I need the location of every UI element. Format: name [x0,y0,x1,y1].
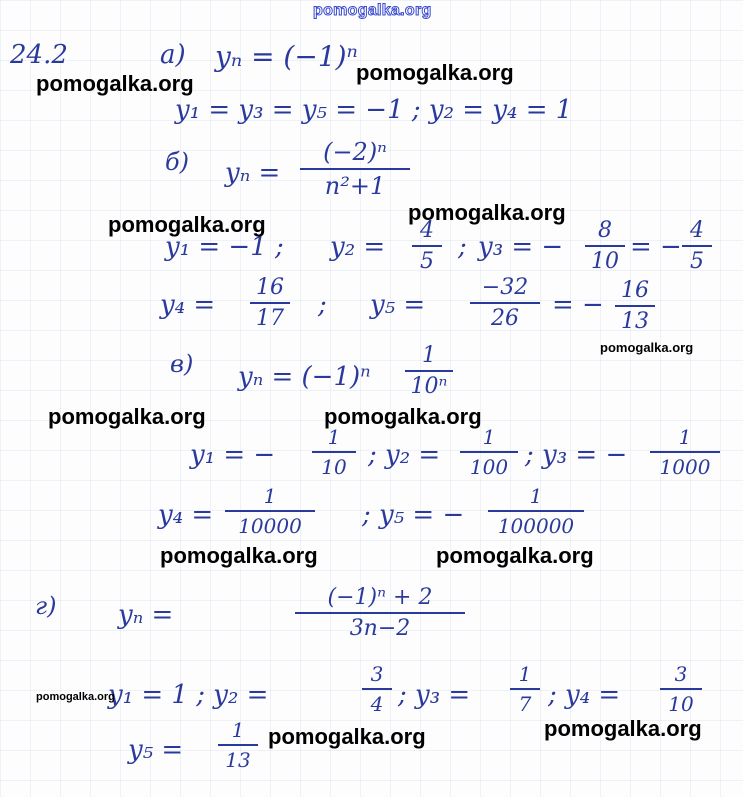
fraction-numerator: 8 [598,218,612,243]
part-d-label: г) [35,592,57,620]
fraction-numerator: 1 [678,425,692,449]
fraction-bar [650,451,720,453]
part-c-y4: y₄ = [158,500,214,530]
fraction-numerator: 3 [370,662,384,686]
fraction-bar [585,245,625,247]
part-b-y4: y₄ = [160,290,216,320]
fraction-denominator: 100 [469,455,509,479]
fraction-numerator: 1 [327,425,341,449]
part-c-y2-fraction [460,425,518,479]
fraction-denominator: n²+1 [324,172,386,200]
part-b-y5-eq: = − [552,290,604,320]
site-logo[interactable]: pomogalka.org [313,2,432,19]
part-b-y1: y₁ = −1 ; [165,232,284,262]
part-d-y1: y₁ = 1 ; y₂ = [108,680,269,710]
part-b-y4-fraction [250,275,290,331]
part-a-label: а) [160,40,186,70]
fraction-denominator: 26 [491,306,519,331]
part-b-formula-fraction [300,138,410,200]
part-d-y5: y₅ = [128,735,184,765]
watermark: pomogalka.org [436,543,594,568]
part-b-y2: y₂ = [330,232,386,262]
part-c-y2: ; y₂ = [368,440,441,470]
fraction-denominator: 13 [225,748,251,772]
part-c-yn: yₙ = (−1)ⁿ [238,362,371,392]
fraction-bar [682,245,712,247]
part-b-y5-fraction [470,275,540,331]
fraction-bar [488,510,584,512]
part-b-sep: ; [458,232,467,262]
part-b-y5: y₅ = [370,290,426,320]
part-b-y5-sep: ; [318,290,327,320]
fraction-denominator: 1000 [659,455,711,479]
part-b-y2-fraction [412,218,442,274]
fraction-numerator: 1 [422,343,436,368]
fraction-bar [470,302,540,304]
part-a-result: y₁ = y₃ = y₅ = −1 ; y₂ = y₄ = 1 [175,95,573,125]
watermark: pomogalka.org [160,543,318,568]
part-d-formula-fraction [295,585,465,641]
fraction-bar [510,688,540,690]
part-d-y3-fraction [510,662,540,716]
part-c-y1: y₁ = − [190,440,276,470]
fraction-numerator: 1 [482,425,496,449]
part-c-y1-fraction [312,425,356,479]
fraction-numerator: 1 [263,484,277,508]
part-b-label: б) [165,148,190,176]
fraction-bar [660,688,702,690]
fraction-bar [225,510,315,512]
watermark: pomogalka.org [268,724,426,749]
fraction-numerator: 1 [518,662,532,686]
watermark: pomogalka.org [36,691,115,703]
watermark: pomogalka.org [108,212,266,237]
problem-number: 24.2 [10,40,68,70]
fraction-numerator: 3 [674,662,688,686]
fraction-denominator: 4 [370,692,384,716]
fraction-bar [405,370,453,372]
part-c-label: в) [170,350,194,378]
fraction-bar [295,612,465,614]
watermark: pomogalka.org [48,404,206,429]
watermark: pomogalka.org [544,716,702,741]
part-d-yn: yₙ = [118,600,174,630]
fraction-numerator: −32 [481,275,529,300]
part-d-y4-fraction [660,662,702,716]
part-d-y5-fraction [218,718,258,772]
watermark: pomogalka.org [600,340,694,355]
fraction-denominator: 10000 [238,514,302,538]
fraction-bar [460,451,518,453]
part-b-y3-fraction [585,218,625,274]
part-c-y5: ; y₅ = − [362,500,465,530]
part-d-y2-fraction [362,662,392,716]
fraction-bar [412,245,442,247]
fraction-bar [300,168,410,170]
fraction-numerator: 1 [231,718,245,742]
fraction-denominator: 10 [321,455,347,479]
watermark: pomogalka.org [408,200,566,225]
part-c-y4-fraction [225,484,315,538]
fraction-numerator: 4 [420,218,434,243]
fraction-denominator: 100000 [497,514,575,538]
fraction-denominator: 5 [690,249,704,274]
part-c-y3: ; y₃ = − [525,440,628,470]
part-b-y3b-fraction [682,218,712,274]
fraction-denominator: 17 [256,306,284,331]
part-c-y5-fraction [488,484,584,538]
fraction-denominator: 3n−2 [349,616,411,641]
part-c-y3-fraction [650,425,720,479]
fraction-numerator: 16 [256,275,284,300]
fraction-numerator: 1 [529,484,543,508]
fraction-denominator: 13 [621,309,649,334]
part-c-formula-fraction [405,343,453,399]
fraction-numerator: 4 [690,218,704,243]
part-a-formula: yₙ = (−1)ⁿ [215,40,358,73]
part-b-y3-eq: = − [630,232,682,262]
fraction-denominator: 10 [591,249,619,274]
fraction-numerator: (−1)ⁿ + 2 [327,585,433,610]
fraction-bar [218,744,258,746]
fraction-bar [615,305,655,307]
fraction-bar [250,302,290,304]
fraction-denominator: 5 [420,249,434,274]
fraction-denominator: 7 [518,692,532,716]
fraction-denominator: 10 [668,692,694,716]
fraction-bar [312,451,356,453]
fraction-denominator: 10ⁿ [410,374,448,399]
fraction-numerator: (−2)ⁿ [323,138,387,166]
part-b-y3: y₃ = − [478,232,564,262]
watermark: pomogalka.org [324,404,482,429]
part-d-y4: ; y₄ = [548,680,621,710]
watermark: pomogalka.org [36,71,194,96]
fraction-numerator: 16 [621,278,649,303]
part-b-y5b-fraction [615,278,655,334]
part-d-y3: ; y₃ = [398,680,471,710]
part-b-yn: yₙ = [225,158,281,188]
watermark: pomogalka.org [356,60,514,85]
fraction-bar [362,688,392,690]
